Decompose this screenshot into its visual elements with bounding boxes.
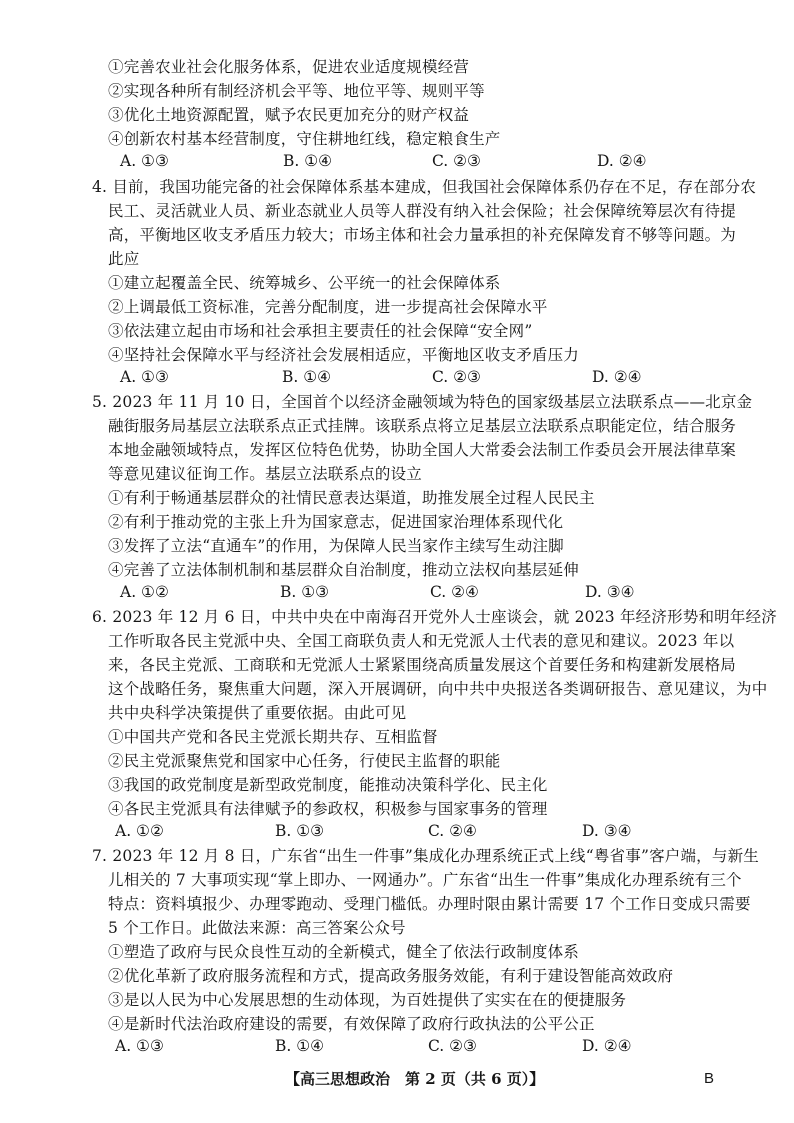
q6-stem-line-4: 这个战略任务，聚焦重大问题，深入开展调研，向中共中央报送各类调研报告、意见建议，为中 [108, 680, 768, 698]
q5-statement-4: ④完善了立法体制机制和基层群众自治制度，推动立法权向基层延伸 [108, 561, 580, 579]
q7-statement-4: ④是新时代法治政府建设的需要，有效保障了政府行政执法的公平公正 [108, 1015, 595, 1033]
q4-option-d: D. ②④ [592, 368, 642, 386]
q7-stem-line-4: 5 个工作日。此做法来源：高三答案公众号 [108, 919, 406, 937]
q6-option-b: B. ①③ [275, 822, 325, 840]
q7-stem-line-3: 特点：资料填报少、办理零跑动、受理门槛低。办理时限由累计需要 17 个工作日变成只需要 [108, 895, 751, 913]
q6-stem-line-2: 工作听取各民主党派中央、全国工商联负责人和无党派人士代表的意见和建议。2023 年以 [108, 632, 735, 650]
q5-statement-1: ①有利于畅通基层群众的社情民意表达渠道，助推发展全过程人民民主 [108, 489, 595, 507]
q4-stem-line-3: 高，平衡地区收支矛盾压力较大；市场主体和社会力量承担的补充保障发育不够等问题。为 [108, 226, 737, 244]
q7-stem-line-2: 儿相关的 7 大事项实现“掌上即办、一网通办”。广东省“出生一件事”集成化办理系统有三个 [108, 871, 742, 889]
q3-option-a: A. ①③ [120, 152, 169, 170]
q7-statement-2: ②优化革新了政府服务流程和方式，提高政务服务效能，有利于建设智能高效政府 [108, 967, 674, 985]
q4-option-c: C. ②③ [432, 368, 481, 386]
q6-statement-1: ①中国共产党和各民主党派长期共存、互相监督 [108, 728, 438, 746]
q7-option-c: C. ②③ [428, 1037, 477, 1055]
q5-option-c: C. ②④ [430, 583, 479, 601]
q4-option-b: B. ①④ [282, 368, 332, 386]
q7-option-b: B. ①④ [275, 1037, 325, 1055]
q3-statement-1: ①完善农业社会化服务体系，促进农业适度规模经营 [108, 58, 470, 76]
q4-statement-2: ②上调最低工资标准，完善分配制度，进一步提高社会保障水平 [108, 298, 548, 316]
footer-page-info: 【高三思想政治 第 2 页（共 6 页）】 [285, 1070, 545, 1088]
q7-statement-1: ①塑造了政府与民众良性互动的全新模式，健全了依法行政制度体系 [108, 943, 580, 961]
q5-option-b: B. ①③ [280, 583, 330, 601]
q6-option-c: C. ②④ [428, 822, 477, 840]
footer-version-letter: B [704, 1070, 715, 1087]
q3-option-d: D. ②④ [597, 152, 647, 170]
q3-option-c: C. ②③ [432, 152, 481, 170]
q7-statement-3: ③是以人民为中心发展思想的生动体现，为百姓提供了实实在在的便捷服务 [108, 991, 627, 1009]
q6-options [0, 821, 794, 841]
q3-options [0, 151, 794, 171]
q6-option-a: A. ①② [115, 822, 164, 840]
q5-stem-line-2: 融街服务局基层立法联系点正式挂牌。该联系点将立足基层立法联系点职能定位，结合服务 [108, 417, 737, 435]
q5-stem-line-1: 5. 2023 年 11 月 10 日，全国首个以经济金融领域为特色的国家级基层立法联系点——北京金 [92, 393, 753, 411]
q4-stem-line-4: 此应 [108, 250, 140, 268]
q7-option-d: D. ②④ [582, 1037, 632, 1055]
q3-statement-2: ②实现各种所有制经济机会平等、地位平等、规则平等 [108, 82, 485, 100]
q6-option-d: D. ③④ [582, 822, 632, 840]
q5-statement-3: ③发挥了立法“直通车”的作用，为保障人民当家作主续写生动注脚 [108, 537, 564, 555]
q4-options [0, 367, 794, 387]
q4-stem-line-2: 民工、灵活就业人员、新业态就业人员等人群没有纳入社会保险；社会保障统筹层次有待提 [108, 202, 737, 220]
q5-options [0, 582, 794, 602]
q4-option-a: A. ①③ [120, 368, 169, 386]
q4-statement-4: ④坚持社会保障水平与经济社会发展相适应，平衡地区收支矛盾压力 [108, 346, 580, 364]
q6-stem-line-5: 共中央科学决策提供了重要依据。由此可见 [108, 704, 407, 722]
q5-stem-line-3: 本地金融领域特点，发挥区位特色优势，协助全国人大常委会法制工作委员会开展法律草案 [108, 441, 737, 459]
q5-stem-line-4: 等意见建议征询工作。基层立法联系点的设立 [108, 465, 423, 483]
q5-option-d: D. ③④ [585, 583, 635, 601]
q6-statement-3: ③我国的政党制度是新型政党制度，能推动决策科学化、民主化 [108, 776, 548, 794]
q5-option-a: A. ①② [120, 583, 169, 601]
q4-stem-line-1: 4. 目前，我国功能完备的社会保障体系基本建成，但我国社会保障体系仍存在不足，存在部分农 [92, 178, 757, 196]
q3-statement-3: ③优化土地资源配置，赋予农民更加充分的财产权益 [108, 106, 470, 124]
q7-options [0, 1036, 794, 1056]
q7-stem-line-1: 7. 2023 年 12 月 8 日，广东省“出生一件事”集成化办理系统正式上线“粤省事”客户端，与新生 [92, 847, 759, 865]
q3-statement-4: ④创新农村基本经营制度，守住耕地红线，稳定粮食生产 [108, 130, 501, 148]
q6-stem-line-3: 来，各民主党派、工商联和无党派人士紧紧围绕高质量发展这个首要任务和构建新发展格局 [108, 656, 737, 674]
q3-option-b: B. ①④ [283, 152, 333, 170]
q6-stem-line-1: 6. 2023 年 12 月 6 日，中共中央在中南海召开党外人士座谈会，就 2023 年经济形势和明年经济 [92, 608, 777, 626]
q4-statement-1: ①建立起覆盖全民、统筹城乡、公平统一的社会保障体系 [108, 274, 501, 292]
q7-option-a: A. ①③ [115, 1037, 164, 1055]
page-footer [0, 1067, 794, 1091]
q4-statement-3: ③依法建立起由市场和社会承担主要责任的社会保障“安全网” [108, 322, 533, 340]
q6-statement-4: ④各民主党派具有法律赋予的参政权，积极参与国家事务的管理 [108, 800, 548, 818]
q6-statement-2: ②民主党派聚焦党和国家中心任务，行使民主监督的职能 [108, 752, 501, 770]
q5-statement-2: ②有利于推动党的主张上升为国家意志，促进国家治理体系现代化 [108, 513, 564, 531]
